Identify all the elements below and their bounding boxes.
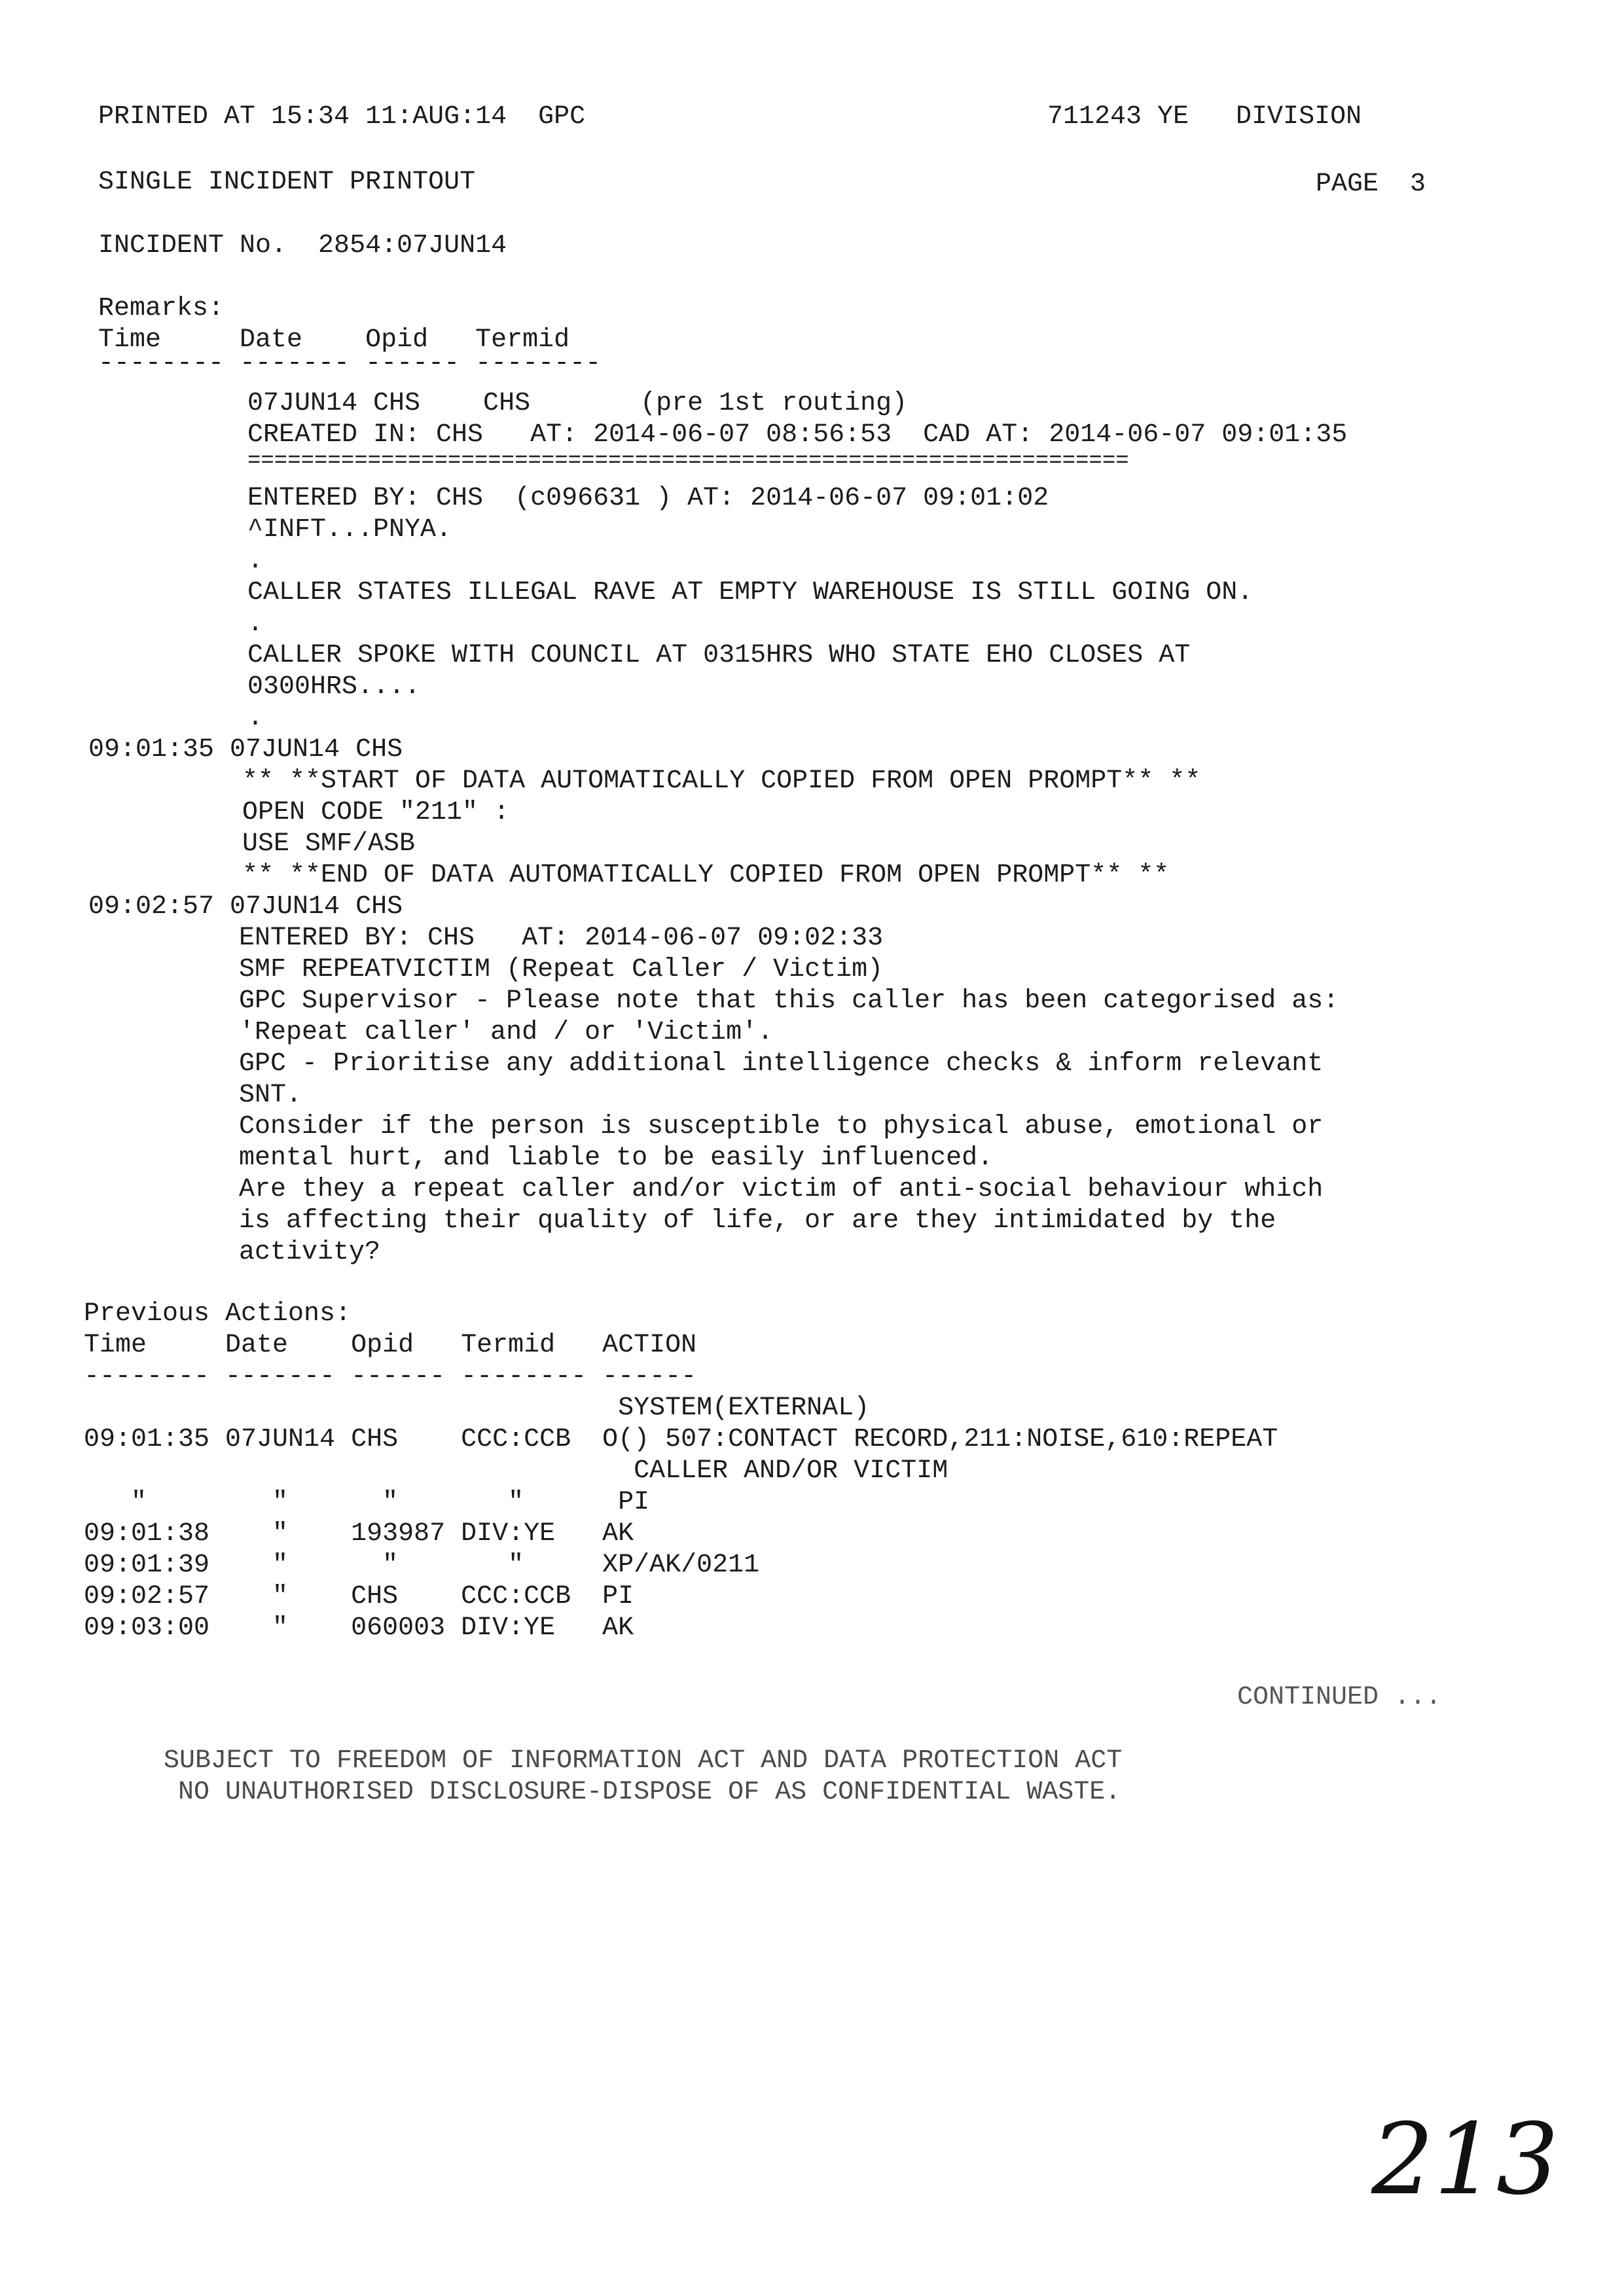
remark-line: SMF REPEATVICTIM (Repeat Caller / Victim) <box>239 955 884 984</box>
remark-line: CREATED IN: CHS AT: 2014-06-07 08:56:53 CAD AT: 2014-06-07 09:01:35 <box>247 420 1348 450</box>
action-row: SYSTEM(EXTERNAL) <box>84 1393 870 1423</box>
remark-line: ** **START OF DATA AUTOMATICALLY COPIED FROM OPEN PROMPT** ** <box>242 766 1201 796</box>
remark-line: GPC Supervisor - Please note that this caller has been categorised as: <box>239 986 1339 1016</box>
remark-line: is affecting their quality of life, or are they intimidated by the <box>239 1206 1276 1236</box>
remark-line: CALLER SPOKE WITH COUNCIL AT 0315HRS WHO STATE EHO CLOSES AT <box>247 641 1191 670</box>
footer-disclaimer-line-2: NO UNAUTHORISED DISCLOSURE-DISPOSE OF AS CONFIDENTIAL WASTE. <box>178 1778 1121 1807</box>
incident-number: INCIDENT No. 2854:07JUN14 <box>98 231 507 260</box>
action-row: 09:01:35 07JUN14 CHS CCC:CCB O() 507:CONTACT RECORD,211:NOISE,610:REPEAT <box>84 1425 1278 1454</box>
remark-line: activity? <box>239 1238 381 1267</box>
remark-line: . <box>247 609 264 639</box>
page-number: PAGE 3 <box>1316 170 1426 199</box>
remark-line: ^INFT...PNYA. <box>247 515 452 545</box>
remark-line: OPEN CODE "211" : <box>242 798 510 827</box>
remark-line: 'Repeat caller' and / or 'Victim'. <box>239 1018 774 1047</box>
remarks-label: Remarks: <box>98 294 225 323</box>
action-row: 09:02:57 " CHS CCC:CCB PI <box>84 1582 634 1611</box>
remark-line: 0300HRS.... <box>247 672 421 702</box>
previous-actions-label: Previous Actions: <box>84 1299 352 1329</box>
remark-line: ENTERED BY: CHS (c096631 ) AT: 2014-06-07 09:01:02 <box>247 484 1049 513</box>
remark-entry-header: 09:02:57 07JUN14 CHS <box>88 892 403 922</box>
remarks-column-headers: Time Date Opid Termid <box>98 325 570 355</box>
remark-line: ** **END OF DATA AUTOMATICALLY COPIED FROM OPEN PROMPT** ** <box>242 861 1170 890</box>
footer-disclaimer-line-1: SUBJECT TO FREEDOM OF INFORMATION ACT AND DATA PROTECTION ACT <box>164 1746 1123 1776</box>
remark-line: USE SMF/ASB <box>242 829 416 859</box>
previous-actions-column-headers: Time Date Opid Termid ACTION <box>84 1331 697 1360</box>
remark-line: CALLER STATES ILLEGAL RAVE AT EMPTY WAREHOUSE IS STILL GOING ON. <box>247 578 1254 607</box>
continued-marker: CONTINUED ... <box>1237 1683 1442 1712</box>
action-row: 09:01:38 " 193987 DIV:YE AK <box>84 1519 634 1549</box>
remarks-header-rule: -------- ------- ------ -------- <box>98 349 602 378</box>
action-row: " " " " PI <box>84 1488 650 1517</box>
previous-actions-header-rule: -------- ------- ------ -------- ------ <box>84 1362 697 1391</box>
division-code: 711243 YE DIVISION <box>1047 102 1362 132</box>
action-row: 09:03:00 " 060003 DIV:YE AK <box>84 1613 634 1643</box>
document-title: SINGLE INCIDENT PRINTOUT <box>98 168 476 197</box>
remark-line: . <box>247 547 264 576</box>
remark-separator: ================================================================== <box>247 449 1129 474</box>
remark-entry-header: 09:01:35 07JUN14 CHS <box>88 735 403 764</box>
remark-line: ENTERED BY: CHS AT: 2014-06-07 09:02:33 <box>239 924 884 953</box>
remark-line: mental hurt, and liable to be easily influenced. <box>239 1143 994 1173</box>
remark-line: SNT. <box>239 1081 302 1110</box>
remark-line: 07JUN14 CHS CHS (pre 1st routing) <box>247 389 908 418</box>
remark-line: Are they a repeat caller and/or victim of anti-social behaviour which <box>239 1175 1324 1204</box>
remark-line: GPC - Prioritise any additional intelligence checks & inform relevant <box>239 1049 1324 1079</box>
remark-line: Consider if the person is susceptible to physical abuse, emotional or <box>239 1112 1324 1141</box>
action-row: CALLER AND/OR VICTIM <box>84 1456 948 1486</box>
action-row: 09:01:39 " " " XP/AK/0211 <box>84 1551 760 1580</box>
remark-line: . <box>247 704 264 733</box>
printed-timestamp: PRINTED AT 15:34 11:AUG:14 GPC <box>98 102 586 132</box>
handwritten-page-number: 213 <box>1371 2103 1559 2217</box>
